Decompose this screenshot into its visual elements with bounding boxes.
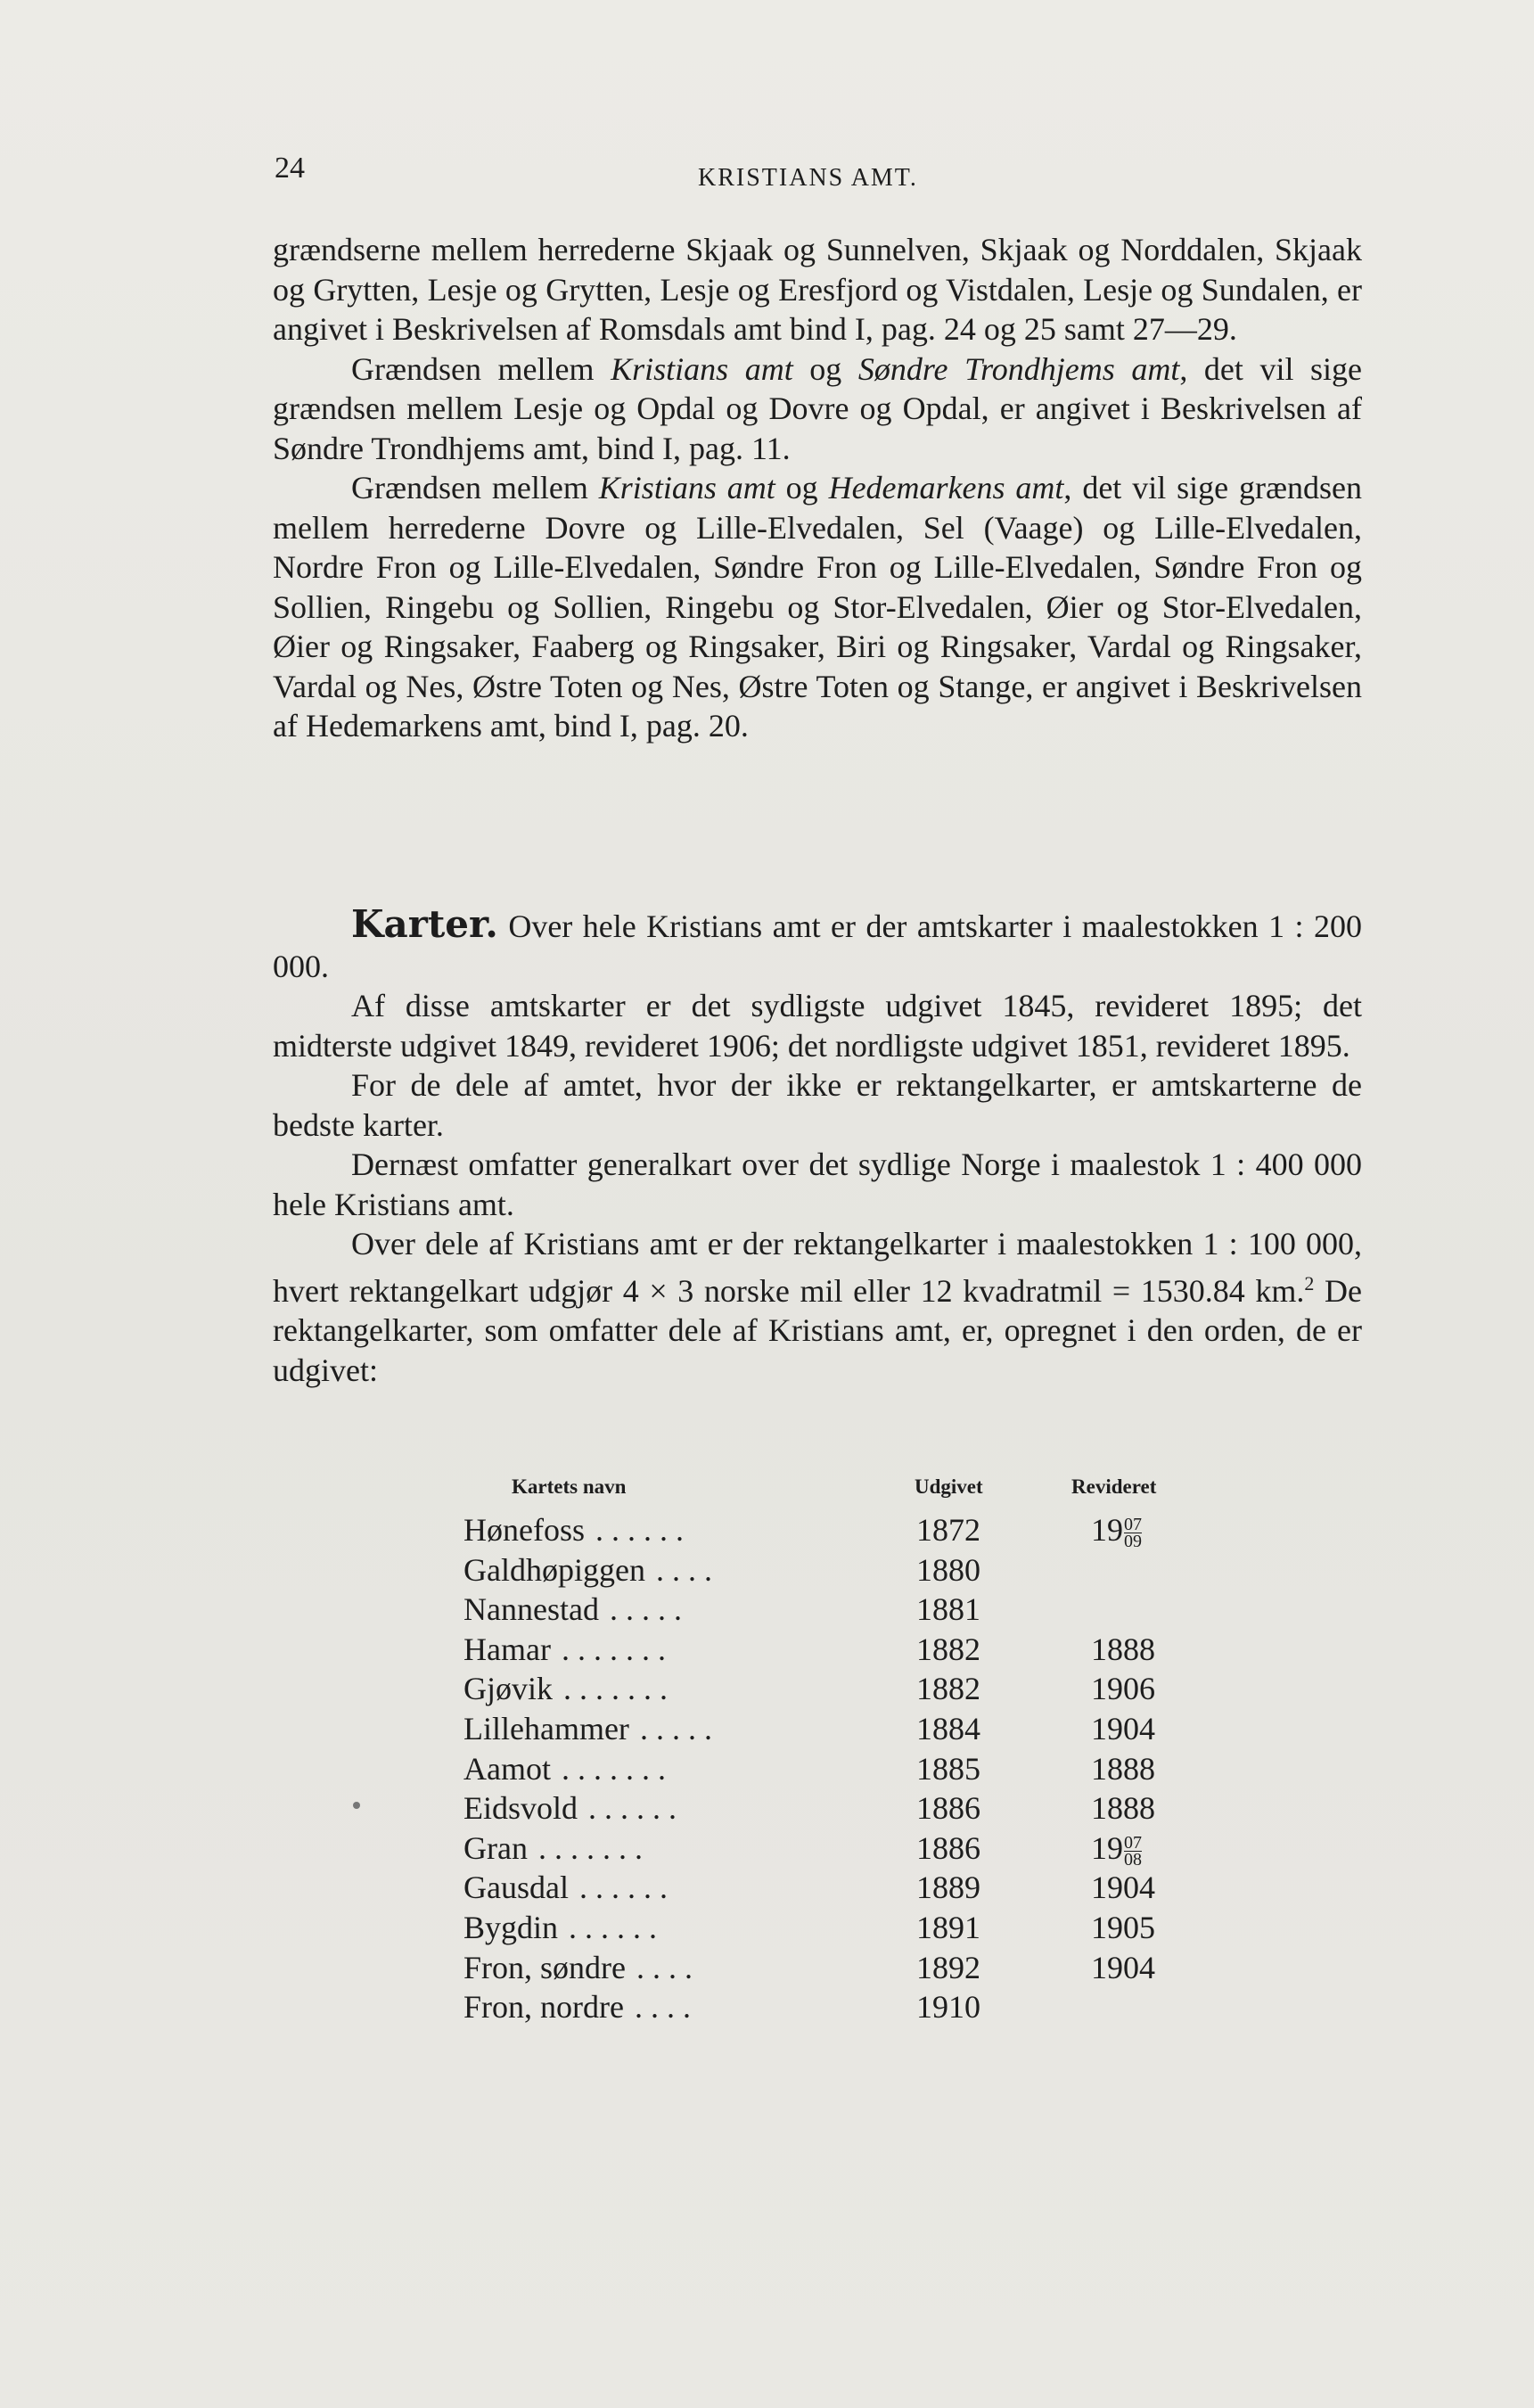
revised-year-text: 1904 (1091, 1949, 1155, 1985)
map-name (463, 1590, 682, 1628)
revised-year-fraction (1124, 1515, 1142, 1552)
p5-text-a: Over dele af Kristians amt er der rektangelkarter i maalestokken 1 : 100 000, hvert rektangelkart udgjør 4 × 3 norske mil eller 12 kvadratmil = 1530.84 km. (273, 1226, 1362, 1309)
published-year: 1881 (916, 1591, 980, 1628)
table-row (446, 1590, 1248, 1631)
revised-year-text: 1888 (1091, 1750, 1155, 1787)
body-text (273, 230, 1362, 746)
revised-year (1091, 1909, 1155, 1946)
revised-year-fraction (1124, 1832, 1142, 1870)
published-year: 1882 (916, 1631, 980, 1667)
page-header (275, 152, 1362, 196)
fraction-bottom: 09 (1124, 1532, 1142, 1552)
revised-year-text: 1905 (1091, 1909, 1155, 1945)
map-name-text: Eidsvold (463, 1790, 578, 1827)
map-name (463, 1631, 666, 1668)
leader-dots: . . . . (636, 1949, 693, 1985)
leader-dots: . . . . . . (588, 1790, 677, 1827)
leader-dots: . . . . . . (578, 1870, 668, 1906)
p3-text-a: Grændsen mellem (351, 470, 599, 505)
p3-text-c: og (775, 470, 829, 505)
map-name (463, 1789, 677, 1827)
table-rows (446, 1511, 1248, 2028)
section-heading-karter: Karter. (351, 902, 498, 946)
published-year: 1880 (916, 1551, 980, 1588)
map-name (463, 1909, 657, 1946)
leader-dots: . . . . (634, 1989, 691, 2026)
map-name-text: Gjøvik (463, 1671, 554, 1707)
table-row (446, 1710, 1248, 1750)
leader-dots: . . . . (655, 1551, 712, 1588)
p2-italic-kristians: Kristians amt (611, 350, 793, 387)
map-name (463, 1670, 668, 1707)
table-row (446, 1789, 1248, 1829)
p5-text-b: De rektangelkarter, som omfatter dele af Kristians amt, er, opregnet i den orden, de er udgivet: (273, 1272, 1362, 1388)
revised-year-text: 19 (1091, 1829, 1123, 1866)
published-year: 1891 (916, 1909, 980, 1945)
table-row (446, 1988, 1248, 2028)
map-name (463, 1988, 691, 2026)
p2-text-a: Grændsen mellem (351, 350, 611, 387)
leader-dots: . . . . . . (569, 1909, 658, 1945)
revised-year (1091, 1631, 1155, 1668)
revised-year (1091, 1949, 1155, 1986)
paragraph-trondhjem-border (273, 349, 1362, 469)
table-row (446, 1511, 1248, 1551)
karter-paragraph-4: Dernæst omfatter generalkart over det sydlige Norge i maalestok 1 : 400 000 hele Kristians amt. (273, 1146, 1362, 1222)
map-name-text: Gran (463, 1829, 528, 1866)
map-name (463, 1949, 693, 1986)
karter-paragraph-5 (273, 1224, 1362, 1390)
map-name-text: Bygdin (463, 1909, 559, 1945)
karter-intro-text: Over hele Kristians amt er der amtskarter i maalestokken 1 : 200 000. (273, 908, 1362, 984)
column-header-year: Udgivet (915, 1475, 983, 1498)
revised-year-text: 1888 (1091, 1631, 1155, 1667)
leader-dots: . . . . . . . (561, 1750, 666, 1787)
revised-year-text: 1888 (1091, 1790, 1155, 1827)
revised-year (1091, 1670, 1155, 1707)
map-name-text: Hamar (463, 1631, 551, 1667)
fraction-top: 07 (1124, 1832, 1142, 1853)
p3-italic-kristians: Kristians amt (598, 470, 775, 505)
revised-year (1091, 1789, 1155, 1827)
running-head: KRISTIANS AMT. (698, 164, 918, 192)
p3-italic-hedemarken: Hedemarkens amt (828, 470, 1064, 505)
revised-year (1091, 1710, 1155, 1747)
leader-dots: . . . . . . (595, 1512, 684, 1548)
published-year: 1882 (916, 1671, 980, 1707)
published-year: 1886 (916, 1790, 980, 1827)
table-row (446, 1869, 1248, 1909)
map-name (463, 1829, 643, 1867)
published-year: 1886 (916, 1829, 980, 1866)
leader-dots: . . . . . . . (563, 1671, 669, 1707)
revised-year-text: 1904 (1091, 1870, 1155, 1906)
map-name-text: Gausdal (463, 1870, 569, 1906)
paragraph-continued: grændserne mellem herrederne Skjaak og Sunnelven, Skjaak og Norddalen, Skjaak og Grytten, Lesje og Grytten, Lesje og Eresfjord og Vistdalen, Lesje og Sundalen, er angivet i Beskrivelsen af Romsdals amt bind I, pag. 24 og 25 samt 27—29. (273, 232, 1362, 347)
map-name-text: Fron, nordre (463, 1989, 624, 2026)
karter-intro (273, 902, 1362, 986)
published-year: 1889 (916, 1870, 980, 1906)
published-year: 1910 (916, 1989, 980, 2026)
published-year: 1872 (916, 1512, 980, 1548)
p2-text-e: , det vil sige grændsen mellem Lesje og Opdal og Dovre og Opdal, er angivet i Beskrivelsen af Søndre Trondhjems amt, bind I, pag. 11. (273, 350, 1363, 466)
revised-year (1091, 1511, 1142, 1552)
map-name (463, 1511, 684, 1549)
column-header-name: Kartets navn (512, 1475, 627, 1498)
fraction-bottom: 08 (1124, 1849, 1142, 1870)
map-name-text: Nannestad (463, 1591, 599, 1628)
karter-paragraph-2: Af disse amtskarter er det sydligste udgivet 1845, revideret 1895; det midterste udgivet 1849, revideret 1906; det nordligste udgivet 1851, revideret 1895. (273, 988, 1362, 1064)
table-row (446, 1909, 1248, 1949)
map-name (463, 1551, 712, 1589)
revised-year (1091, 1750, 1155, 1788)
table-row (446, 1631, 1248, 1671)
map-name-text: Lillehammer (463, 1710, 629, 1746)
map-name (463, 1869, 668, 1906)
revised-year-text: 1906 (1091, 1671, 1155, 1707)
table-row (446, 1551, 1248, 1591)
paragraph-hedemarken-border (273, 468, 1362, 746)
map-name-text: Hønefoss (463, 1512, 585, 1548)
table-row (446, 1670, 1248, 1710)
published-year: 1885 (916, 1750, 980, 1787)
column-header-revised: Revideret (1071, 1475, 1157, 1498)
leader-dots: . . . . . . . (561, 1631, 666, 1667)
p2-italic-trondhjem: Søndre Trondhjems amt (857, 350, 1180, 387)
leader-dots: . . . . . (639, 1710, 712, 1746)
map-name (463, 1750, 666, 1788)
table-row (446, 1949, 1248, 1989)
map-name (463, 1710, 712, 1747)
revised-year (1091, 1869, 1155, 1906)
paper-speck (353, 1802, 360, 1809)
fraction-top: 07 (1124, 1515, 1142, 1535)
table-row (446, 1829, 1248, 1870)
page-number: 24 (275, 152, 305, 185)
leader-dots: . . . . . . . (537, 1829, 643, 1866)
published-year: 1884 (916, 1710, 980, 1746)
karter-paragraph-3: For de dele af amtet, hvor der ikke er rektangelkarter, er amtskarterne de bedste karter. (273, 1067, 1362, 1143)
table-row (446, 1750, 1248, 1790)
leader-dots: . . . . . (609, 1591, 682, 1628)
published-year: 1892 (916, 1949, 980, 1985)
map-name-text: Fron, søndre (463, 1949, 626, 1985)
revised-year (1091, 1829, 1142, 1868)
p5-superscript: 2 (1304, 1271, 1315, 1294)
p2-text-c: og (792, 350, 858, 387)
revised-year-text: 19 (1091, 1512, 1123, 1548)
karter-section (273, 902, 1362, 1390)
map-name-text: Galdhøpiggen (463, 1551, 645, 1588)
p3-text-e: , det vil sige grændsen mellem herrederne Dovre og Lille-Elvedalen, Sel (Vaage) og Lille-Elvedalen, Nordre Fron og Lille-Elvedalen, Søndre Fron og Lille-Elvedalen, Søndre Fron og Sollien, Ringebu og Sollien, Ringebu og Stor-Elvedalen, Øier og Stor-Elvedalen, Øier og Ringsaker, Faaberg og Ringsaker, Biri og Ringsaker, Vardal og Ringsaker, Vardal og Nes, Østre Toten og Nes, Østre Toten og Stange, er angivet i Beskrivelsen af Hedemarkens amt, bind I, pag. 20. (273, 470, 1363, 744)
revised-year-text: 1904 (1091, 1710, 1155, 1746)
map-name-text: Aamot (463, 1750, 551, 1787)
